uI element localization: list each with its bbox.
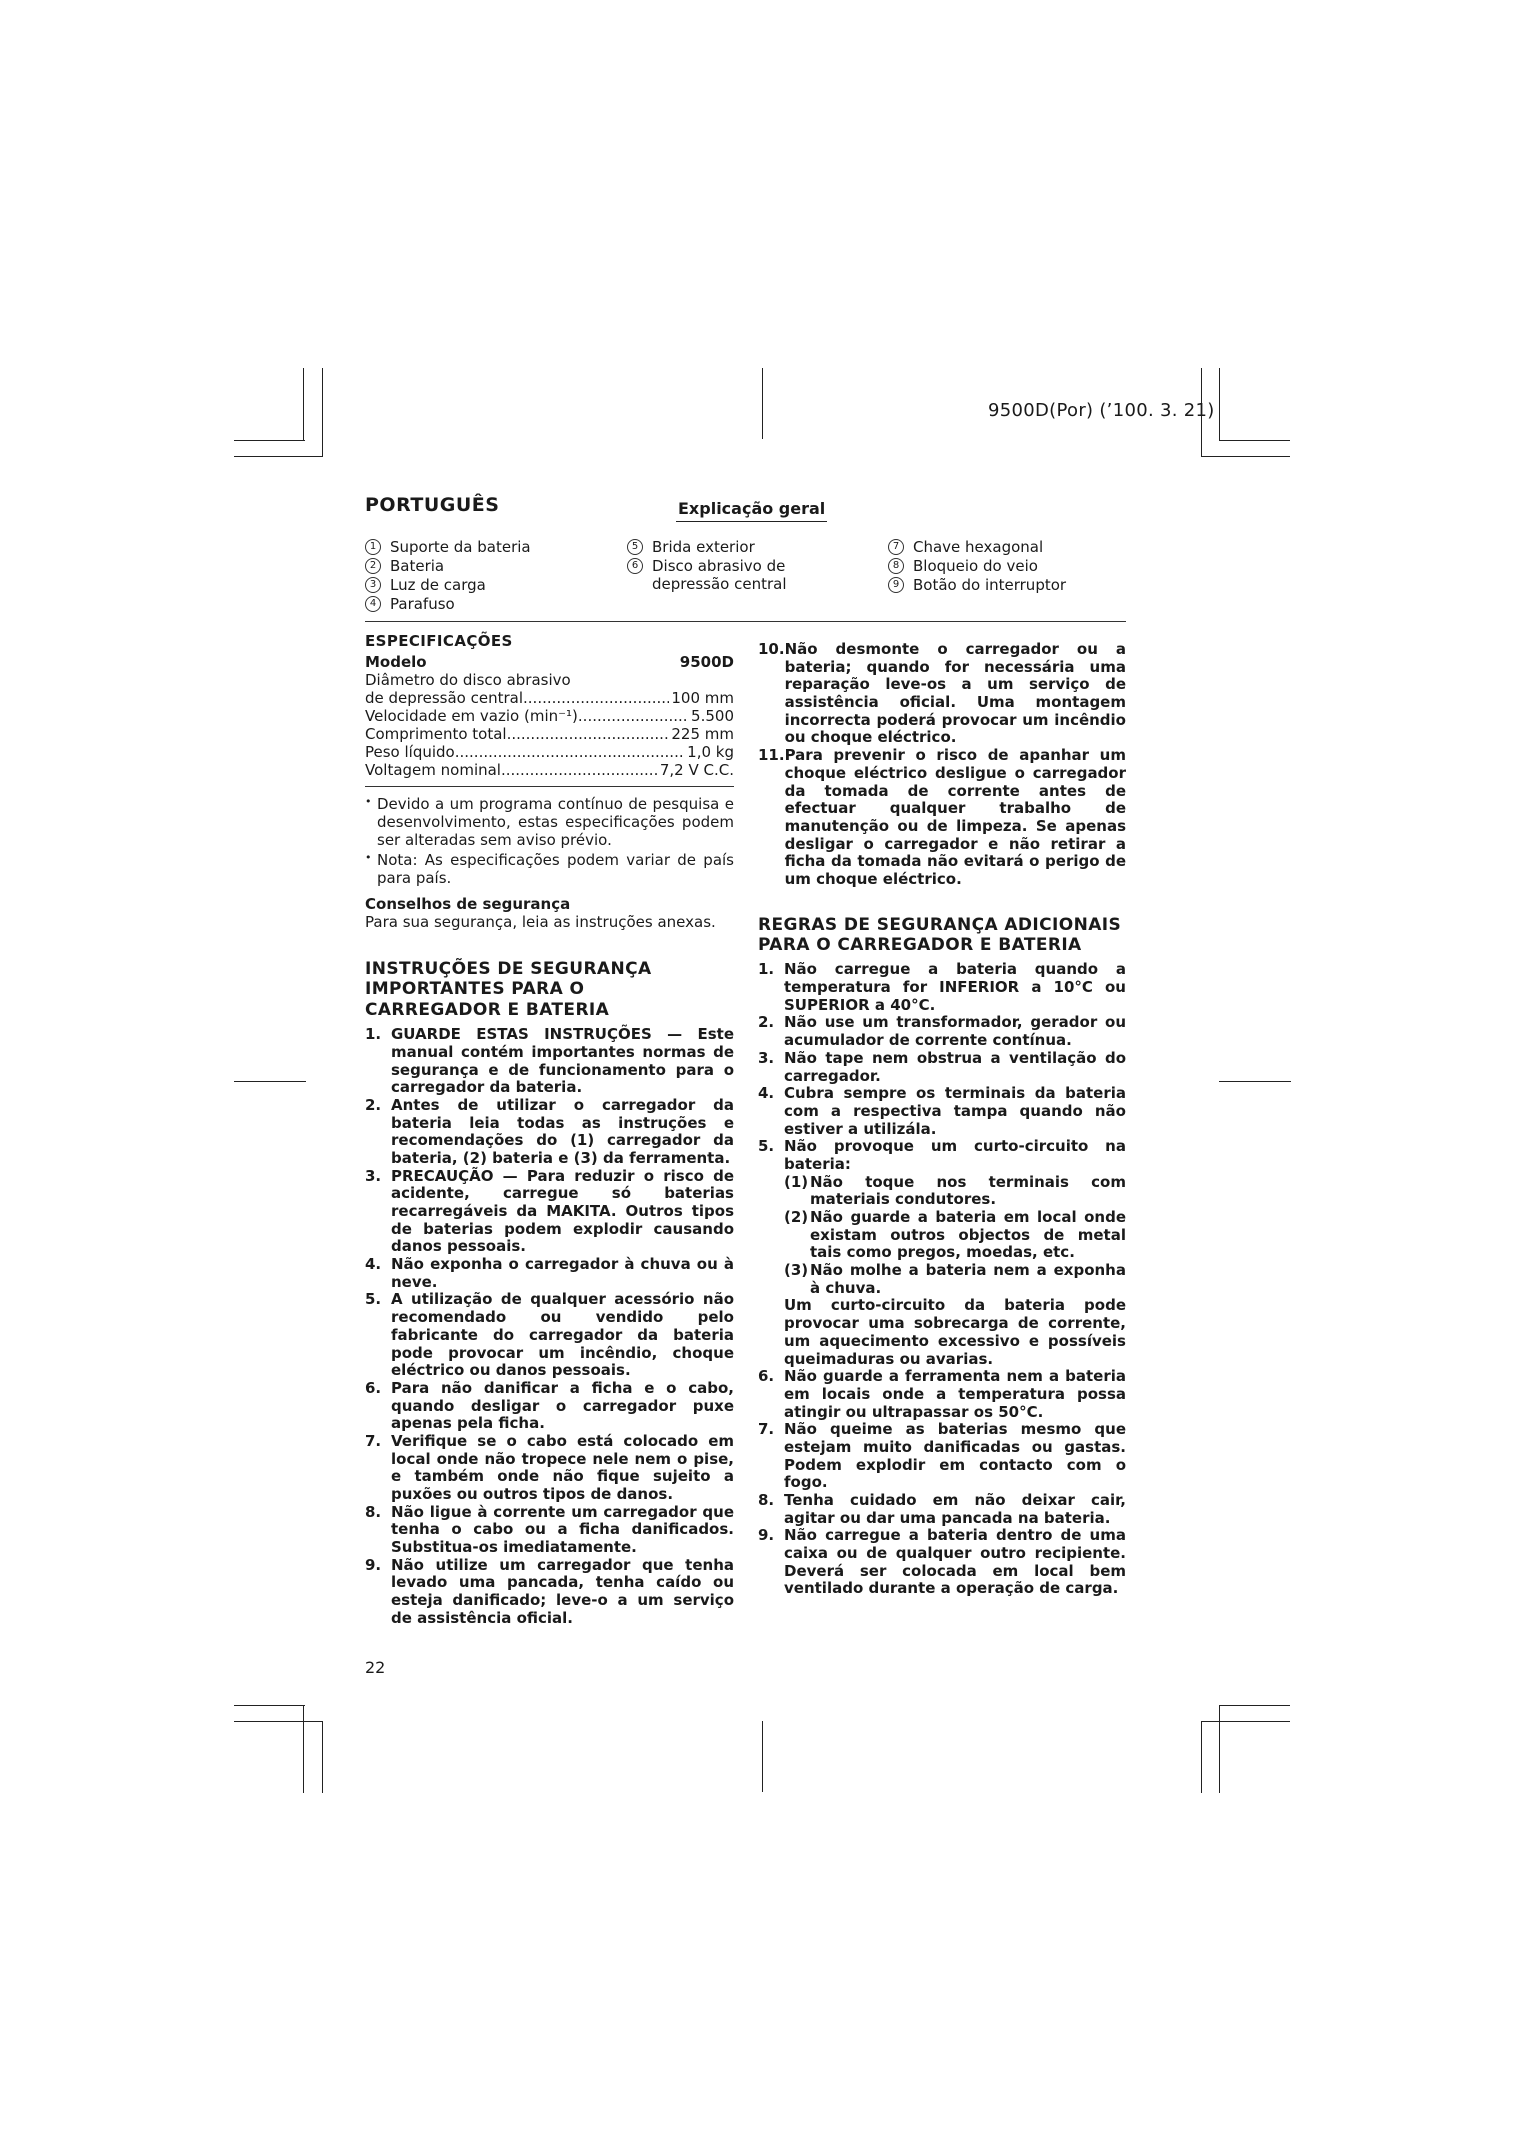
sub-list-item: (3) Não molhe a bateria nem a exponha à chuva. <box>784 1261 1126 1297</box>
spec-divider <box>365 786 734 787</box>
sub-list <box>784 1174 1126 1298</box>
document-code: 9500D(Por) (’100. 3. 21) <box>988 400 1215 421</box>
legend-label: Botão do interruptor <box>913 576 1067 594</box>
legend-label: Disco abrasivo de depressão central <box>652 557 787 593</box>
list-item: 1. GUARDE ESTAS INSTRUÇÕES — Este manual contém importantes normas de segurança e de funcionamento para o carregador da bateria. <box>365 1025 734 1097</box>
list-item: 9. Não utilize um carregador que tenha levado uma pancada, tenha caído ou esteja danificado; leve-o a um serviço de assistência oficial. <box>365 1555 734 1627</box>
list-item-text: Não provoque um curto-circuito na bateria: <box>784 1137 1126 1173</box>
list-item: 10. Não desmonte o carregador ou a bateria; quando for necessária uma reparação leve-os a um serviço de assistência oficial. Uma montagem incorrecta poderá provocar um incêndio ou choque eléctrico. <box>758 640 1126 747</box>
legend-label: Bateria <box>390 557 445 575</box>
additional-rules-title: REGRAS DE SEGURANÇA ADICIONAIS PARA O CARREGADOR E BATERIA <box>758 914 1122 956</box>
section-divider <box>365 621 1126 622</box>
spec-label: Voltagem nominal <box>365 761 501 779</box>
list-item: 5. Não provoque um curto-circuito na bateria: (1) Não toque nos terminais com materiais condutores. (2) Não guarde a bateria em local onde existam outros objectos de metal tais como pregos, moedas, etc. (3) Não molhe a bateria nem a exponha à chuva. Um curto-circuito da bateria pode provocar uma sobrecarga de corrente, um aquecimento excessivo e possíveis queimaduras ou avarias. <box>758 1137 1126 1368</box>
spec-row <box>365 689 734 707</box>
page-title: PORTUGUÊS <box>365 494 500 516</box>
legend-label: Brida exterior <box>652 538 755 556</box>
safety-title: Conselhos de segurança <box>365 895 571 913</box>
spec-label: Diâmetro do disco abrasivo <box>365 671 571 689</box>
list-item: 2. Antes de utilizar o carregador da bateria leia todas as instruções e recomendações do (1) carregador da bateria, (2) bateria e (3) da ferramenta. <box>365 1095 734 1167</box>
number-circle: 5 <box>627 539 643 555</box>
list-item: 8. Não ligue à corrente um carregador que tenha o cabo ou a ficha danificados. Substitua-os imediatamente. <box>365 1502 734 1557</box>
legend-item <box>888 557 1066 575</box>
list-item: 9. Não carregue a bateria dentro de uma caixa ou de qualquer outro recipiente. Deverá ser colocada em local bem ventilado durante a operação de carga. <box>758 1526 1126 1598</box>
legend-item <box>365 576 531 594</box>
spec-label: Peso líquido <box>365 743 455 761</box>
page-number: 22 <box>365 1658 386 1677</box>
spec-value: 225 mm <box>671 725 734 743</box>
list-item: 6. Para não danificar a ficha e o cabo, quando desligar o carregador puxe apenas pela ficha. <box>365 1378 734 1433</box>
list-item: 5. A utilização de qualquer acessório não recomendado ou vendido pelo fabricante do carregador da bateria pode provocar um incêndio, choque eléctrico ou danos pessoais. <box>365 1290 734 1380</box>
spec-row <box>365 761 734 779</box>
legend-label: Bloqueio do veio <box>913 557 1038 575</box>
list-item: 4. Cubra sempre os terminais da bateria com a respectiva tampa quando não estiver a utilizála. <box>758 1084 1126 1138</box>
spec-label: Velocidade em vazio (min⁻¹) <box>365 707 578 725</box>
important-instructions-title: INSTRUÇÕES DE SEGURANÇA IMPORTANTES PARA O CARREGADOR E BATERIA <box>365 959 652 1020</box>
list-item: 8. Tenha cuidado em não deixar cair, agitar ou dar uma pancada na bateria. <box>758 1491 1126 1527</box>
spec-note: • Nota: As especificações podem variar de país para país. <box>365 851 734 887</box>
note-text: Nota: As especificações podem variar de país para país. <box>377 851 734 887</box>
number-circle: 7 <box>888 539 904 555</box>
list-item: 3. Não tape nem obstrua a ventilação do carregador. <box>758 1048 1126 1085</box>
legend-column-1 <box>365 538 531 614</box>
legend-label: Luz de carga <box>390 576 486 594</box>
legend-column-2 <box>627 538 807 594</box>
list-item: 7. Verifique se o cabo está colocado em local onde não tropece nele nem o pise, e também onde não fique sujeito a puxões ou outros tipos de danos. <box>365 1431 734 1504</box>
legend-item <box>365 557 531 575</box>
legend-label: Parafuso <box>390 595 455 613</box>
number-circle: 1 <box>365 539 381 555</box>
additional-rules-list <box>758 961 1126 1598</box>
legend-item <box>365 595 531 613</box>
list-item: 6. Não guarde a ferramenta nem a bateria em locais onde a temperatura possa atingir ou ultrapassar os 50°C. <box>758 1367 1126 1421</box>
sub-list-item: (1) Não toque nos terminais com materiais condutores. <box>784 1172 1126 1209</box>
list-item: 7. Não queime as baterias mesmo que estejam muito danificadas ou gastas. Podem explodir em contacto com o fogo. <box>758 1420 1126 1492</box>
spec-value: 9500D <box>679 653 734 671</box>
legend-label: Suporte da bateria <box>390 538 531 556</box>
spec-row <box>365 743 734 761</box>
number-circle: 9 <box>888 577 904 593</box>
right-column <box>758 641 1126 1598</box>
important-instructions-list <box>365 1026 734 1627</box>
number-circle: 2 <box>365 558 381 574</box>
spec-value: 5.500 <box>691 707 734 725</box>
legend-item <box>365 538 531 556</box>
number-circle: 4 <box>365 596 381 612</box>
list-item: 2. Não use um transformador, gerador ou acumulador de corrente contínua. <box>758 1013 1126 1050</box>
left-column <box>365 632 734 1628</box>
legend-item <box>627 557 807 593</box>
safety-text: Para sua segurança, leia as instruções anexas. <box>365 913 716 931</box>
spec-label: Comprimento total <box>365 725 507 743</box>
number-circle: 3 <box>365 577 381 593</box>
list-item: 11. Para prevenir o risco de apanhar um choque eléctrico desligue o carregador da tomada de corrente antes de efectuar qualquer trabalho de manutenção ou de limpeza. Se apenas desligar o carregador e não retirar a ficha da tomada não evitará o perigo de um choque eléctrico. <box>758 746 1126 888</box>
section-title-general: Explicação geral <box>676 499 827 522</box>
note-text: Devido a um programa contínuo de pesquisa e desenvolvimento, estas especificações podem ser alteradas sem aviso prévio. <box>377 795 734 849</box>
legend-item <box>627 538 807 556</box>
sub-list-item: (2) Não guarde a bateria em local onde existam outros objectos de metal tais como pregos, moedas, etc. <box>784 1208 1126 1262</box>
specs-title: ESPECIFICAÇÕES <box>365 632 513 650</box>
spec-value: 1,0 kg <box>687 743 734 761</box>
number-circle: 6 <box>627 558 643 574</box>
spec-label: Modelo <box>365 653 427 671</box>
list-item: 4. Não exponha o carregador à chuva ou à neve. <box>365 1255 734 1291</box>
spec-label: de depressão central <box>365 689 524 707</box>
list-item: 3. PRECAUÇÃO — Para reduzir o risco de acidente, carregue só baterias recarregáveis da MAKITA. Outros tipos de baterias podem explodir causando danos pessoais. <box>365 1166 734 1256</box>
list-item: 1. Não carregue a bateria quando a temperatura for INFERIOR a 10°C ou SUPERIOR a 40°C. <box>758 960 1126 1014</box>
spec-model-row <box>365 653 734 671</box>
spec-row <box>365 707 734 725</box>
legend-item <box>888 576 1066 594</box>
spec-value: 7,2 V C.C. <box>659 761 734 779</box>
legend-label: Chave hexagonal <box>913 538 1044 556</box>
spec-row <box>365 725 734 743</box>
spec-value: 100 mm <box>671 689 734 707</box>
legend-column-3 <box>888 538 1066 595</box>
important-instructions-list-continued <box>758 641 1126 889</box>
legend-item <box>888 538 1066 556</box>
number-circle: 8 <box>888 558 904 574</box>
spec-note: • Devido a um programa contínuo de pesquisa e desenvolvimento, estas especificações podem ser alteradas sem aviso prévio. <box>365 795 734 849</box>
sub-note: Um curto-circuito da bateria pode provocar uma sobrecarga de corrente, um aquecimento excessivo e possíveis queimaduras ou avarias. <box>784 1296 1126 1368</box>
